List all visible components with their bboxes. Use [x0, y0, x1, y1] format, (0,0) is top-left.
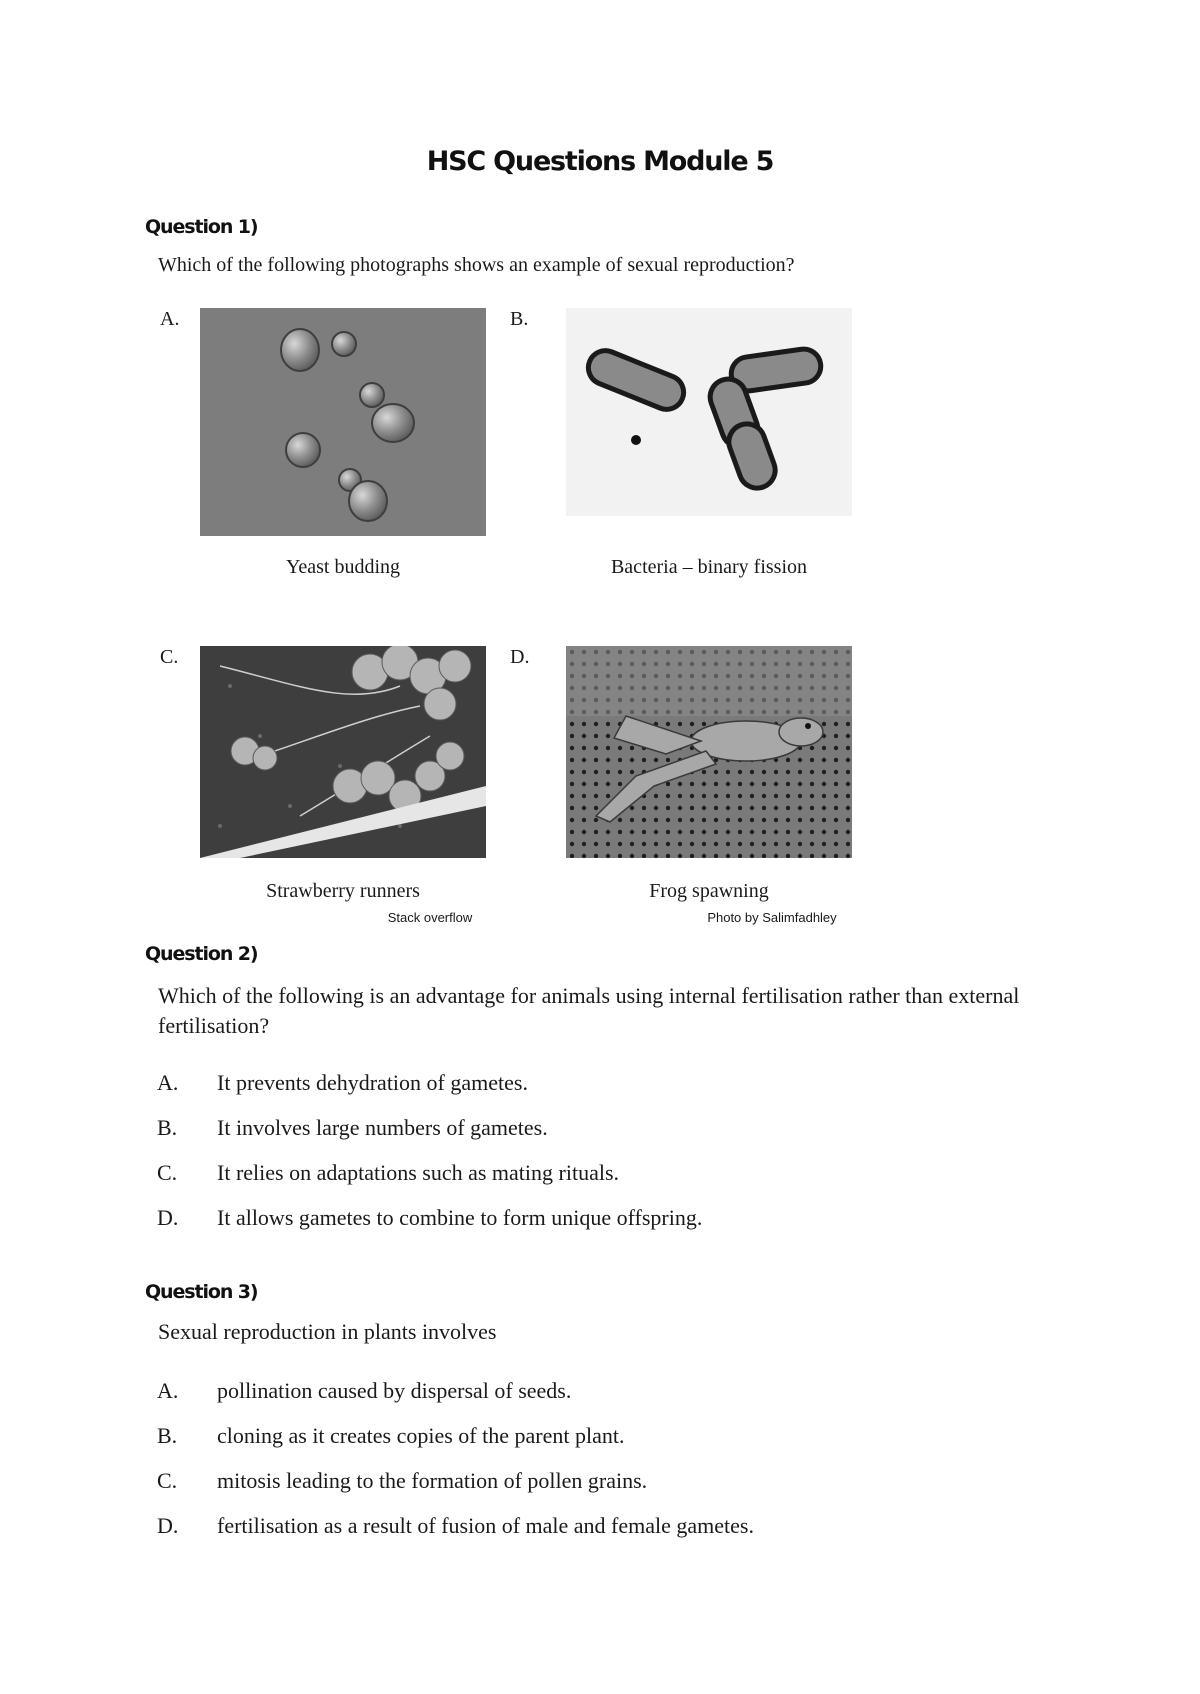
photo-b-caption: Bacteria – binary fission [610, 556, 808, 578]
strawberry-runners-photo[interactable] [200, 646, 486, 858]
photo-d-caption: Frog spawning [649, 880, 769, 902]
frog-spawning-photo[interactable] [566, 646, 852, 858]
q2-option-c-label: C. [157, 1160, 178, 1185]
q3-option-c-text: mitosis leading to the formation of pollen grains. [217, 1468, 648, 1493]
question-2-stem: Which of the following is an advantage for animals using internal fertilisation rather than external fertilisation? [158, 983, 1020, 1038]
question-1-heading: Question 1) [145, 216, 258, 238]
q3-option-b-text: cloning as it creates copies of the parent plant. [217, 1423, 625, 1448]
photo-c-credit: Stack overflow [387, 910, 473, 925]
q2-option-c-text: It relies on adaptations such as mating rituals. [217, 1160, 620, 1185]
question-1-stem: Which of the following photographs shows an example of sexual reproduction? [158, 254, 795, 276]
q2-option-d-text: It allows gametes to combine to form unique offspring. [217, 1205, 703, 1230]
question-3-heading: Question 3) [145, 1281, 258, 1303]
question-3-stem: Sexual reproduction in plants involves [158, 1319, 497, 1344]
q2-option-d-label: D. [157, 1205, 179, 1230]
yeast-budding-photo[interactable] [200, 308, 486, 536]
photo-d-letter: D. [510, 646, 530, 668]
q2-option-b-label: B. [157, 1115, 178, 1140]
page-title: HSC Questions Module 5 [426, 146, 774, 177]
photo-a-letter: A. [160, 308, 180, 330]
q3-option-a-text: pollination caused by dispersal of seeds. [217, 1378, 572, 1403]
photo-c-caption: Strawberry runners [266, 880, 420, 902]
photo-a-caption: Yeast budding [285, 556, 401, 578]
q3-option-c-label: C. [157, 1468, 178, 1493]
q3-option-d-label: D. [157, 1513, 179, 1538]
question-2-heading: Question 2) [145, 943, 258, 965]
photo-c-letter: C. [160, 646, 179, 668]
q3-option-b-label: B. [157, 1423, 178, 1448]
q2-option-a-label: A. [157, 1070, 179, 1095]
q2-option-b-text: It involves large numbers of gametes. [217, 1115, 548, 1140]
photo-b-letter: B. [510, 308, 529, 330]
q3-option-d-text: fertilisation as a result of fusion of male and female gametes. [217, 1513, 754, 1538]
bacteria-fission-photo[interactable] [566, 308, 852, 516]
q2-option-a-text: It prevents dehydration of gametes. [217, 1070, 528, 1095]
photo-d-credit: Photo by Salimfadhley [707, 910, 837, 925]
q3-option-a-label: A. [157, 1378, 179, 1403]
